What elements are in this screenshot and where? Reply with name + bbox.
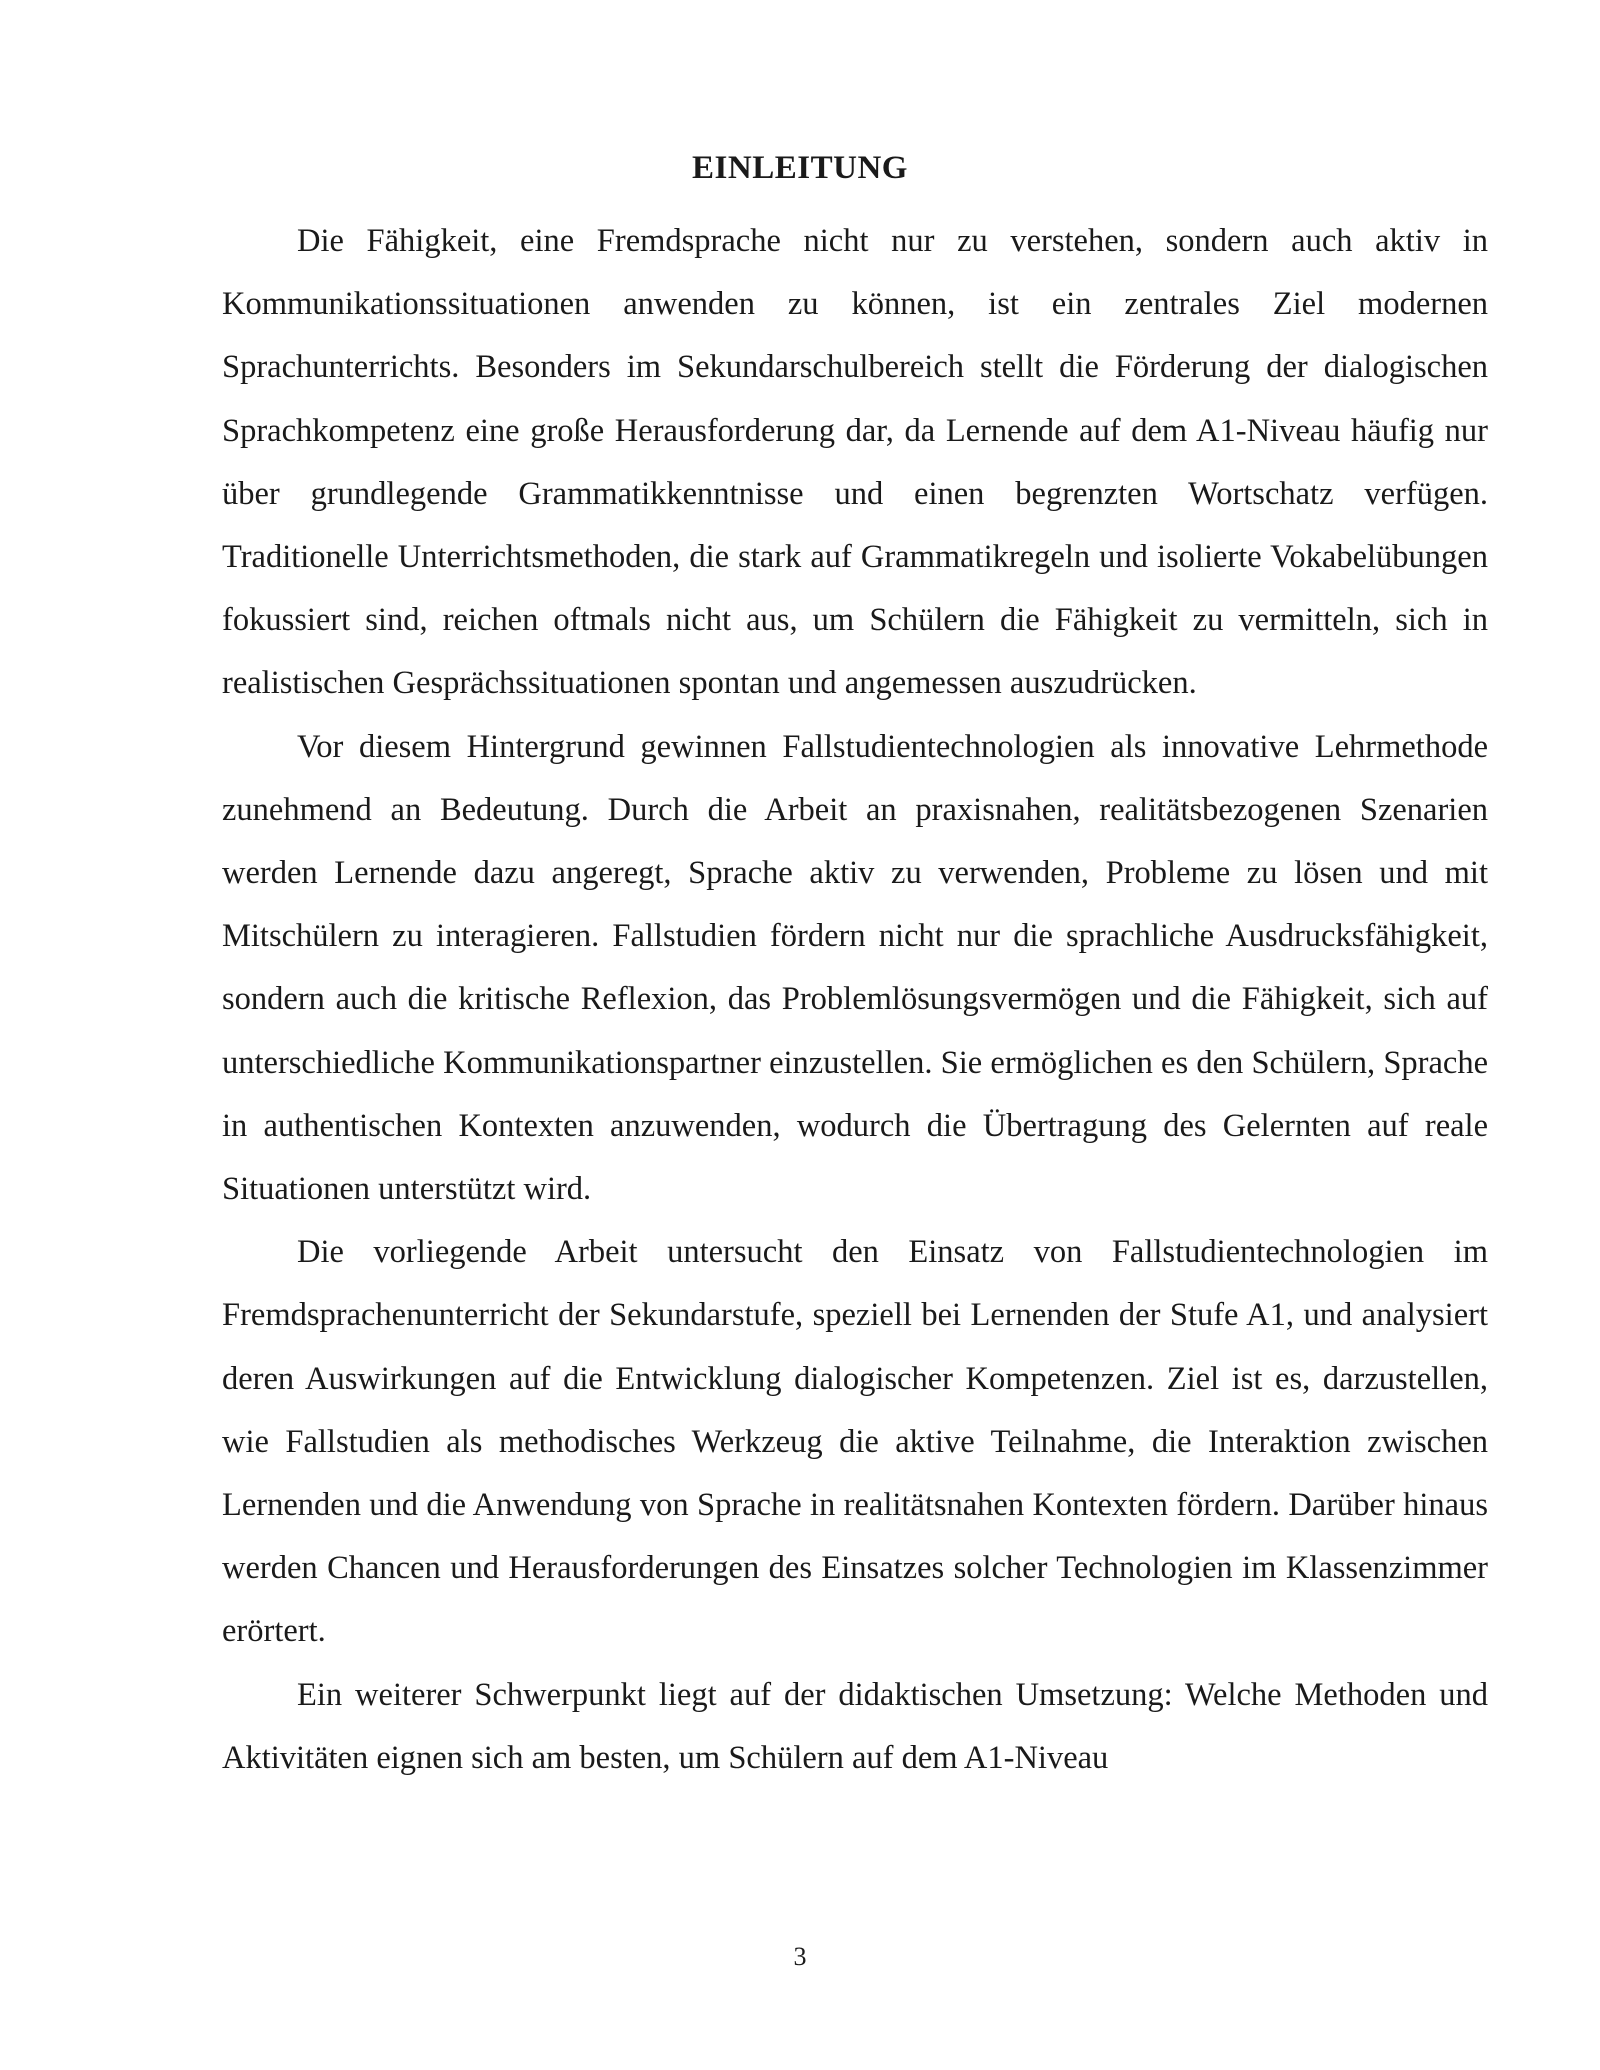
paragraph-1: Die Fähigkeit, eine Fremdsprache nicht nur zu verstehen, sondern auch aktiv in Kommunikationssituationen anwenden zu können, ist ein zentrales Ziel modernen Sprachunterrichts. Besonders im Sekundarschulbereich stellt die Förderung der dialogischen Sprachkompetenz eine große Herausforderung dar, da Lernende auf dem A1-Niveau häufig nur über grundlegende Grammatikkenntnisse und einen begrenzten Wortschatz verfügen. Traditionelle Unterrichtsmethoden, die stark auf Grammatikregeln und isolierte Vokabelübungen fokussiert sind, reichen oftmals nicht aus, um Schülern die Fähigkeit zu vermitteln, sich in realistischen Gesprächssituationen spontan und angemessen auszudrücken. <box>222 223 1488 702</box>
paragraph-3: Die vorliegende Arbeit untersucht den Einsatz von Fallstudientechnologien im Fremdsprachenunterricht der Sekundarstufe, speziell bei Lernenden der Stufe A1, und analysiert deren Auswirkungen auf die Entwicklung dialogischer Kompetenzen. Ziel ist es, darzustellen, wie Fallstudien als methodisches Werkzeug die aktive Teilnahme, die Interaktion zwischen Lernenden und die Anwendung von Sprache in realitätsnahen Kontexten fördern. Darüber hinaus werden Chancen und Herausforderungen des Einsatzes solcher Technologien im Klassenzimmer erörtert. <box>222 1234 1488 1650</box>
page-number: 3 <box>793 1942 807 1971</box>
body-text <box>222 210 1488 1790</box>
paragraph-2: Vor diesem Hintergrund gewinnen Fallstudientechnologien als innovative Lehrmethode zunehmend an Bedeutung. Durch die Arbeit an praxisnahen, realitätsbezogenen Szenarien werden Lernende dazu angeregt, Sprache aktiv zu verwenden, Probleme zu lösen und mit Mitschülern zu interagieren. Fallstudien fördern nicht nur die sprachliche Ausdrucksfähigkeit, sondern auch die kritische Reflexion, das Problemlösungsvermögen und die Fähigkeit, sich auf unterschiedliche Kommunikationspartner einzustellen. Sie ermöglichen es den Schülern, Sprache in authentischen Kontexten anzuwenden, wodurch die Übertragung des Gelernten auf reale Situationen unterstützt wird. <box>222 728 1488 1208</box>
page-title: EINLEITUNG <box>692 150 908 186</box>
paragraph-4: Ein weiterer Schwerpunkt liegt auf der didaktischen Umsetzung: Welche Methoden und Aktivitäten eignen sich am besten, um Schülern auf dem A1-Niveau <box>222 1676 1488 1776</box>
